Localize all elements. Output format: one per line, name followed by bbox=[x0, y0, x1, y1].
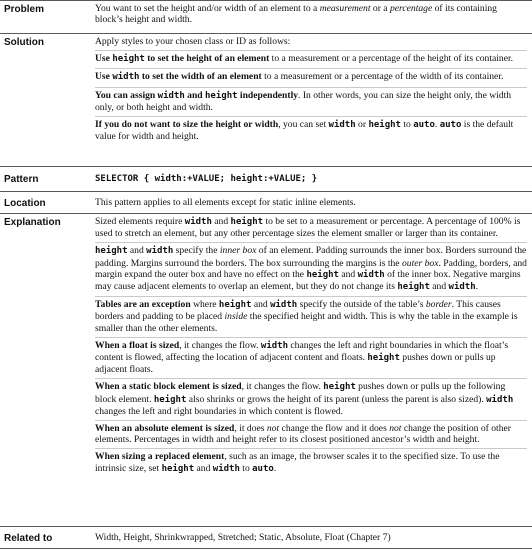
row-label-problem: Problem bbox=[4, 4, 45, 15]
divider bbox=[95, 116, 527, 117]
solution-width: Use width to set the width of an element to a measurement or a percentage of the width of its container. bbox=[95, 71, 504, 83]
divider bbox=[95, 378, 527, 379]
row-location bbox=[0, 192, 532, 214]
row-label-related: Related to bbox=[4, 533, 53, 544]
problem-text: You want to set the height and/or width of an element to a measurement or a percentage of its containing block’s height and width. bbox=[95, 3, 497, 26]
solution-text bbox=[95, 36, 527, 142]
row-explanation bbox=[0, 214, 532, 527]
divider bbox=[95, 420, 527, 421]
row-label-pattern: Pattern bbox=[4, 174, 39, 185]
explanation-replaced: When sizing a replaced element, such as an image, the browser scales it to the specified size. To use the intrinsic size, set height and width to auto. bbox=[95, 451, 500, 474]
divider bbox=[95, 242, 527, 243]
solution-height: Use height to set the height of an element to a measurement or a percentage of the height of its container. bbox=[95, 53, 514, 65]
explanation-sized: Sized elements require width and height to be set to a measurement or percentage. A percentage of 100% is used to stretch an element, but any other percentage sizes the element smaller or larger than its container. bbox=[95, 216, 521, 240]
row-problem bbox=[0, 0, 532, 34]
related-text: Width, Height, Shrinkwrapped, Stretched; Static, Absolute, Float (Chapter 7) bbox=[95, 532, 391, 543]
explanation-inner-box: height and width specify the inner box of an element. Padding surrounds the inner box. Borders surround the padding. Margins surround the borders. The box surrounding the margins is the outer box. Padding, borders, and margin expand the outer box and have no effect on the height and width of the inner box. Negative margins may cause adjacent elements to overlap an element, but they do not change its height and width. bbox=[95, 245, 527, 293]
explanation-text bbox=[95, 216, 527, 475]
solution-auto: If you do not want to size the height or width, you can set width or height to auto. auto is the default value for width and height. bbox=[95, 119, 514, 143]
divider bbox=[95, 337, 527, 338]
divider bbox=[95, 296, 527, 297]
explanation-tables: Tables are an exception where height and width specify the outside of the table’s border. This causes borders and padding to be placed inside the specified height and width. This is why the table in the example is smaller than the other elements. bbox=[95, 299, 518, 334]
divider bbox=[95, 87, 527, 88]
divider bbox=[95, 68, 527, 69]
row-label-location: Location bbox=[4, 198, 46, 209]
pattern-code: SELECTOR { width:+VALUE; height:+VALUE; } bbox=[95, 174, 318, 184]
row-related bbox=[0, 527, 532, 549]
explanation-absolute: When an absolute element is sized, it does not change the flow and it does not change the position of other elements. Percentages in width and height refer to its closest positioned ancestor’s width and height. bbox=[95, 423, 511, 446]
divider bbox=[95, 448, 527, 449]
row-solution bbox=[0, 34, 532, 167]
divider bbox=[95, 50, 527, 51]
explanation-float: When a float is sized, it changes the flow. width changes the left and right boundaries in which the float’s content is flowed, affecting the location of adjacent content and floats. height pushes down or pulls up adjacent floats. bbox=[95, 339, 509, 376]
solution-intro: Apply styles to your chosen class or ID as follows: bbox=[95, 36, 291, 47]
row-pattern bbox=[0, 167, 532, 192]
location-text: This pattern applies to all elements except for static inline elements. bbox=[95, 197, 356, 208]
solution-independent: You can assign width and height independently. In other words, you can size the height only, the width only, or both height and width. bbox=[95, 89, 512, 113]
row-label-explanation: Explanation bbox=[4, 217, 61, 228]
row-label-solution: Solution bbox=[4, 37, 44, 48]
explanation-static-block: When a static block element is sized, it changes the flow. height pushes down or pulls up the following block element. height also shrinks or grows the height of its parent (unless the parent is also sized). width changes the left and right boundaries in which content is flowed. bbox=[95, 381, 514, 417]
